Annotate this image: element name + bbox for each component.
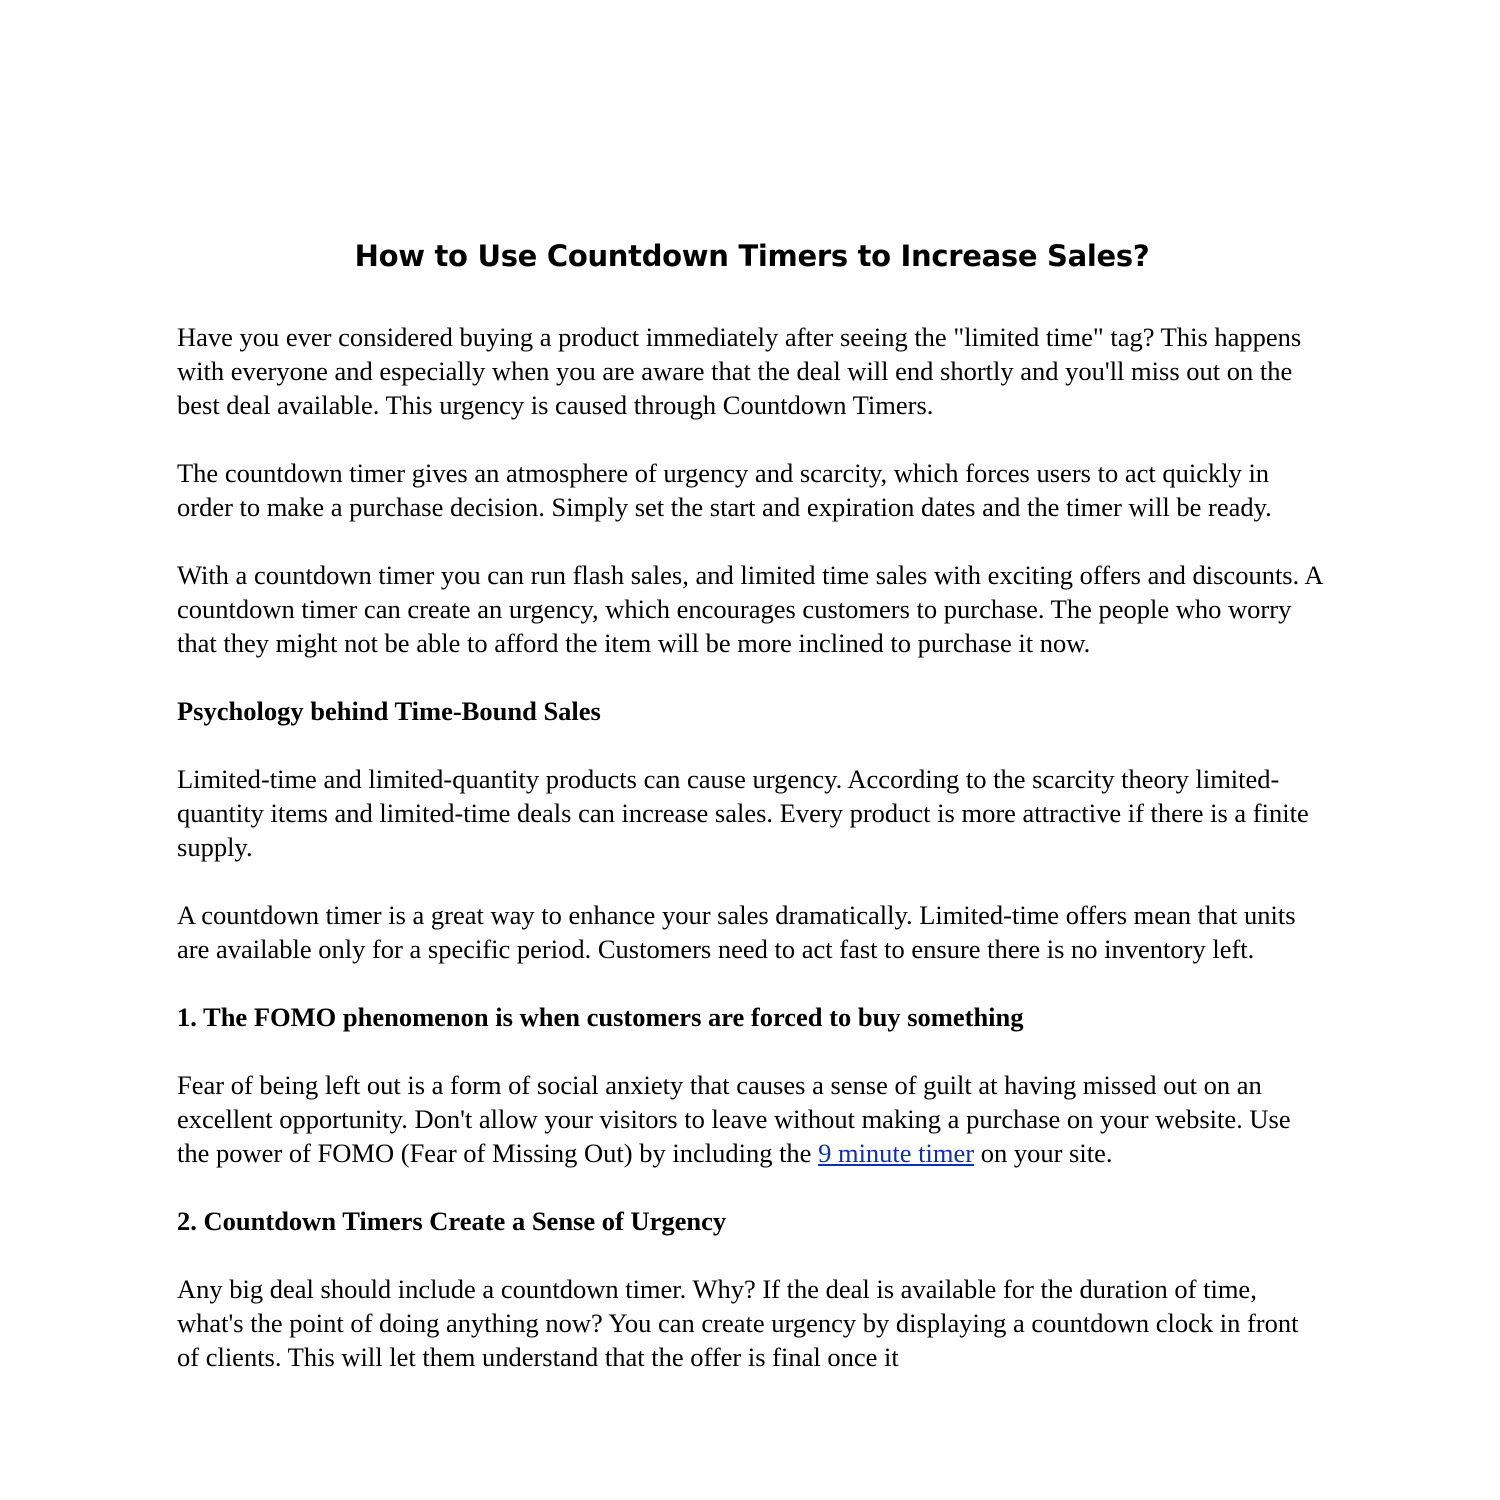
paragraph-big-deal: Any big deal should include a countdown timer. Why? If the deal is available for the duration of time, what's the point of doing anything now? You can create urgency by displaying a countdown clock in front of clients. This will let them understand that the offer is final once it [177,1274,1299,1372]
paragraph-flash-sales: With a countdown timer you can run flash sales, and limited time sales with exciting offers and discounts. A countdown timer can create an urgency, which encourages customers to purchase. The people who worry that they might not be able to afford the item will be more inclined to purchase it now. [177,560,1323,658]
paragraph-urgency-scarcity: The countdown timer gives an atmosphere of urgency and scarcity, which forces users to act quickly in order to make a purchase decision. Simply set the start and expiration dates and the timer will be ready. [177,458,1272,522]
document-title: How to Use Countdown Timers to Increase Sales? [354,239,1150,273]
paragraph-intro: Have you ever considered buying a product immediately after seeing the "limited time" tag? This happens with everyone and especially when you are aware that the deal will end shortly and you'll miss out on the best deal available. This urgency is caused through Countdown Timers. [177,322,1302,420]
heading-psychology: Psychology behind Time-Bound Sales [177,696,601,726]
heading-urgency: 2. Countdown Timers Create a Sense of Urgency [177,1206,727,1236]
heading-fomo: 1. The FOMO phenomenon is when customers are forced to buy something [177,1002,1024,1032]
nine-minute-timer-link[interactable]: 9 minute timer [818,1138,975,1168]
paragraph-scarcity-theory: Limited-time and limited-quantity products can cause urgency. According to the scarcity theory limited-quantity items and limited-time deals can increase sales. Every product is more attractive if there is a finite supply. [177,764,1309,862]
document-content [177,232,1327,1408]
paragraph-fomo-text-before: Fear of being left out is a form of social anxiety that causes a sense of guilt at having missed out on an excellent opportunity. Don't allow your visitors to leave without making a purchase on your website. Use the power of FOMO (Fear of Missing Out) by including the [177,1070,1291,1168]
paragraph-enhance-sales: A countdown timer is a great way to enhance your sales dramatically. Limited-time offers mean that units are available only for a specific period. Customers need to act fast to ensure there is no inventory left. [177,900,1296,964]
paragraph-fomo [177,1068,1327,1170]
paragraph-fomo-text-after: on your site. [974,1138,1113,1168]
